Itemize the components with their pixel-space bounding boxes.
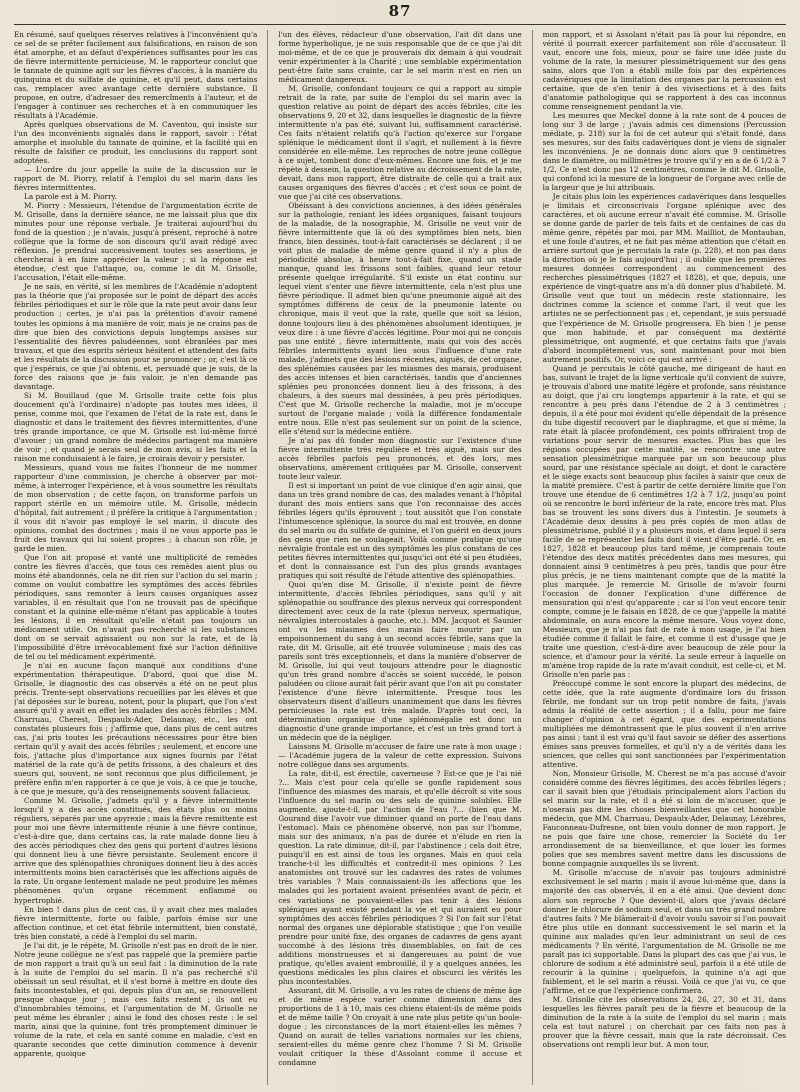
paragraph: Après quelques observations de M. Caventou, qui insiste sur l'un des inconvénients signalés dans le rapport, savoir : l'état amorphe et insoluble du tannate de quinine, et la facilité qui en résulte de falsifier ce produit, les conclusions du rapport sont adoptées. [14, 120, 258, 166]
paragraph: Si M. Bouillaud (que M. Grisolle traite cette fois plus doucement qu'à l'ordinaire) n'adopte pas toutes mes idées, il pense, comme moi, que l'examen de l'état de la rate est, dans le diagnostic et dans le traitement des fièvres intermittentes, d'une très grande importance, ce que M. Grisolle est lui-même forcé d'avouer ; un grand nombre de médecins partagent ma manière de voir ; et quand je serais seul de mon avis, si les faits et la raison me conduisaient à le faire, je croirais devoir y persister. [14, 390, 258, 463]
paragraph: En résumé, sauf quelques réserves relatives à l'inconvénient qu'a ce sel de se prêter facilement aux falsifications, en raison de son état amorphe, et au défaut d'expériences suffisantes pour les cas de fièvre intermittente pernicieuse, M. le rapporteur conclut que le tannate de quinine agit sur les fièvres d'accès, à la manière du quinquina et du sulfate de quinine, et qu'il peut, dans certains cas, remplacer avec avantage cette dernière substance. Il propose, en outre, d'adresser des remercîments à l'auteur, et de l'engager à continuer ses recherches et à en communiquer les résultats à l'Académie. [14, 30, 258, 121]
paragraph: Quand je percutais le côté gauche, me dirigeant de haut en bas, suivant le trajet de la ligne verticale qu'il convient de suivre, je trouvais d'abord une matité légère et profonde, sans résistance au doigt, que j'ai cru longtemps appartenir à la rate, et qui se rencontre à peu près dans l'étendue de 2 à 3 centimètres ; depuis, il a été pour moi évident qu'elle dépendait de la présence du tube digestif recouvert par le diaphragme, et que si même, la rate était là placée profondément, ces points offriraient trop de variations pour servir de mesures exactes. Plus bas que les régions occupées par cette matité, se rencontre une autre sensation plessimétrique marquée par un son beaucoup plus sourd, par une résistance spéciale au doigt, et dont le caractère et le siège exacts sont beaucoup plus faciles à saisir que ceux de la matité première. C'est à partir de cette dernière limite que l'on trouve une étendue de 6 centimètres 1/2 à 7 1/2, jusqu'au point où se rencontre le bord inférieur de la rate, encore très mat. Plus bas se trouvent les sons divers dus à l'intestin. Je soumets à l'Académie deux dessins à peu près copiés de mon atlas de plessimétrisme, publié il y a plusieurs mois, et dans lequel il sera facile de se représenter les faits dont il vient d'être parlé. Or, en 1827, 1828 et beaucoup plus tard même, je comprenais toute l'étendue des deux matités précédentes dans mes mesures, qui donnaient ainsi 9 centimètres à peu près, tandis que pour être plus précis, je ne tiens maintenant compte que de la matité la plus marquée. Je remercie M. Grisolle de m'avoir fourni l'occasion de donner l'explication d'une différence de mensuration qui n'est qu'apparente ; car si l'on veut encore tenir compte, comme je le faisais en 1828, de ce que j'appelle la matité abdominale, on aura encore la même mesure. Vous voyez donc, Messieurs, que je n'ai pas fait de rate à mon usage, je l'ai bien étudiée comme il fallait le faire, et comme il est d'usage que je traite une question, c'est-à-dire avec beaucoup de zèle pour la science, et d'amour pour la vérité. La seule erreur à laquelle on m'amène trop rapide de la rate m'avait conduit, est celle-ci, et M. Grisolle n'en parle pas : [542, 363, 786, 680]
paragraph: La rate, dit-il, est érectile, caverneuse ? Est-ce que je l'ai nié ?... Mais c'est pour cela qu'elle se gonfle rapidement sous l'influence des miasmes des marais, et qu'elle décroît si vite sous l'influence du sel marin ou des sels de quinine solubles. Elle augmente, ajoute-t-il, par l'action de l'eau ?... (bien que M. Gourand dise l'avoir vue diminuer quand on porte de l'eau dans l'estomac). Mais ce phénomène observé, non pas sur l'homme, mais sur des animaux, n'a pas de durée et n'élude en rien la question. La rate diminue, dit-il, par l'abstinence ; cela doit être, puisqu'il en est ainsi de tous les organes. Mais en quoi cela tranche-t-il les difficultés et contredit-il mes opinions ? Les anatomistes ont trouvé sur les cadavres des rates de volumes très variables ? Mais connaissaient-ils les affections que les malades qui les portaient avaient présentées avant de périr, et ces variations ne pouvaient-elles pas tenir à des lésions spléniques ayant existé pendant la vie et qui auraient eu pour symptômes des accès fébriles périodiques ? Si l'on fait sur l'état normal des organes une déplorable statistique ; que l'on veuille prendre pour unité fixe, des organes de cadavres de gens ayant succombé à des lésions très dissemblables, on fait de ces additions monstrueuses et si dangereuses au point de vue pratique, qu'elles avaient embrouillé, il y a quelques années, les questions médicales les plus claires et obscurci les vérités les plus incontestables. [278, 769, 522, 986]
paragraph: Je ne sais, en vérité, si les membres de l'Académie n'adoptent pas la théorie que j'ai proposée sur le point de départ des accès fébriles périodiques et sur le rôle que la rate peut avoir dans leur production ; certes, je n'ai pas la prétention d'avoir ramené toutes les opinions à ma manière de voir, mais je ne crains pas de dire que bien des convictions depuis longtemps assises sur l'essentialité des fièvres paludéennes, sont ébranlées par mes travaux, et que des esprits sérieux hésitent et attendent des faits et les résultats de la discussion pour se prononcer ; or, c'est là ce que j'espérais, ce que j'ai obtenu, et, persuadé que je suis, de la force des raisons que je fais valoir, je n'en demande pas davantage. [14, 282, 258, 391]
paragraph: Je l'ai dit, je le répète, M. Grisolle n'est pas en droit de le nier. Notre jeune collègue ne s'est pas rappelé que la première partie de mon rapport a trait qu'à un seul fait : la diminution de la rate à la suite de l'emploi du sel marin. Il n'a pas recherché s'il obéissait un seul résultat, et il s'est borné à mettre en doute des faits incontestables, et qui, depuis plus d'un an, se renouvellent presque chaque jour ; mais ces faits restent ; ils ont eu d'innombrables témoins, et l'argumentation de M. Grisolle ne peut même les ébranler ; ainsi le fond des choses reste : le sel marin, ainsi que la quinine, font très promptement diminuer le volume de la rate, et cela en santé comme en maladie, c'est en quarante secondes que cette diminution commence à devenir apparente, quoique [14, 940, 258, 1058]
paragraph: M. Piorry : Messieurs, l'étendue de l'argumentation écrite de M. Grisolle, dans la dernière séance, ne me laissait plus que dix minutes pour une réponse verbale. Je traiterai aujourd'hui du fond de la question ; je n'avais, jusqu'à présent, reproché à notre collègue que la forme de son discours qu'il avait rédigé avec réflexion. Je prendrai successivement toutes ses assertions, je chercherai à en faire apprécier la valeur ; si la réponse est étendue, c'est que l'attaque, ou, comme le dit M. Grisolle, l'accusation, l'était elle-même. [14, 201, 258, 283]
column-middle [278, 30, 521, 1085]
paragraph: Non, Monsieur Grisolle, M. Cherest ne m'a pas accusé d'avoir considéré comme des fièvres légitimes, des accès fébriles légers ; car il savait bien que j'étudiais principalement alors l'action du sel marin sur la rate, et il a été si loin de m'accuser, que je n'oserais pas dire les choses bienveillantes que cet honorable médecin, que MM. Charruau, Despaulx-Ader, Delaunay, Lézèbres, Fauconneau-Dufresne, ont bien voulu donner de mon rapport. Je ne puis que faire une chose, remercier la Société du 1er arrondissement de sa bienveillance, et que louer les formes polies que ses membres savent mettre dans les discussions de bonne compagnie auxquelles ils se livrent. [542, 769, 786, 869]
column-divider [267, 30, 268, 1085]
page-number: 87 [388, 2, 412, 20]
paragraph: Assurant, dit M. Grisolle, a vu les rates de chiens de même âge et de même espèce varier comme dimension dans des proportions de 1 à 10, mais ces chiens étaient-ils de même poids et de même taille ? On croyait à une rate plus petite qu'un boule-dogue ; les circonstances de la mort étaient-elles les mêmes ? Quand on aurait de telles variations normales sur les chiens, seraient-elles du même genre chez l'homme ? Si M. Grisolle voulait critiquer la thèse d'Assolant comme il accuse et condamne [278, 985, 522, 1067]
paragraph: l'un des élèves, rédacteur d'une observation, l'ait dit dans une forme hyperbolique, je ne suis responsable que de ce que j'ai dit moi-même, et de ce que je prouverais dix demain à qui voudrait venir expérimenter à la Charité ; une semblable expérimentation peut-être faite sans crainte, car le sel marin n'est en rien un médicament dangereux. [278, 30, 522, 85]
paragraph: Préoccupé comme le sont encore la plupart des médecins, de cette idée, que la rate augmente d'ordinaire lors du frisson fébrile, me fondant sur un trop petit nombre de faits, j'avais admis la réalité de cette assertion ; il a fallu, pour me faire changer d'opinion à cet égard, que des expérimentations multipliées me démontrassent que le plus souvent il n'en arrive pas ainsi ; tant il est vrai qu'il faut savoir se défier des assertions émises sans preuves formelles, et qu'il n'y a de vérités dans les sciences, que celles qui sont sanctionnées par l'expérimentation attentive. [542, 679, 786, 770]
header-rule [14, 24, 786, 25]
paragraph: En bien ! dans plus de cent cas, il y avait chez mes malades fièvre intermittente, forte ou faible, parfois émise sur une affection continue, et cet état fébrile intermittent, bien constaté, très bien constaté, a cédé à l'emploi du sel marin. [14, 904, 258, 941]
paragraph: M. Grisolle m'accuse de n'avoir pas toujours administré exclusivement le sel marin ; mais il avoue lui-même que, dans la majorité des cas observés, il en a été ainsi. Que devient donc alors son reproche ? Que devient-il, alors que j'avais déclaré donner le chlorure de sodium seul, et dans un très grand nombre d'autres faits ? Me blâmerait-il d'avoir voulu savoir si l'on pouvait être plus utile en donnant successivement le sel marin et la quinine aux malades qu'en leur administrant un seul de ces médicaments ? En vérité, l'argumentation de M. Grisolle ne me paraît pas ici supportable. Dans la plupart des cas que j'ai vus, le chlorure de sodium a été administré seul, parfois il a été utile de recourir à la quinine ; quelquefois, la quinine n'a agi que faiblement, et le sel marin a réussi. Voilà ce que j'ai vu, ce que j'affirme, et ce que l'expérience confirmera. [542, 868, 786, 995]
paragraph: Je n'ai en aucune façon manqué aux conditions d'une expérimentation thérapeutique. D'abord, quoi que dise M. Grisolle, le diagnostic des cas observés a été on ne peut plus précis. Trente-sept observations recueillies par les élèves et que j'ai déposées sur le bureau, notent, pour la plupart, que l'on s'est assuré qu'il y avait en effet les malades des accès fébriles ; MM. Charruau, Cherest, Despaulx-Ader, Delaunay, etc., les ont constatés plusieurs fois ; j'affirme que, dans plus de cent autres cas, j'ai pris toutes les précautions nécessaires pour être bien certain qu'il y avait des accès fébriles ; seulement, et encore une fois, j'attache plus d'importance aux signes fournis par l'état matériel de la rate qu'à de petits frissons, à des chaleurs et des sueurs qui, souvent, ne sont reconnus que plus difficilement, je préfère enfin m'en rapporter à ce que je vois, à ce que je touche, à ce que je mesure, qu'à des renseignements souvent fallacieux. [14, 661, 258, 797]
paragraph: Les mesures que Meckel donne à la rate sont de 4 pouces de long sur 3 de large ; j'avais admis ces dimensions (Percussion médiate, p. 218) sur la foi de cet auteur qui s'était fondé, dans ses mesures, sur des faits cadavériques dont je viens de signaler les inconvéniens. Je ne donnais donc alors que 9 centimètres dans le diamètre, ou millimètres je trouve qu'il y en a de 6 1/2 à 7 1/2. Ce n'est donc pas 12 centimètres, comme le dit M. Grisolle, qui confond ici la mesure de la longueur de l'organe avec celle de la largeur que je lui attribuais. [542, 111, 786, 193]
text-columns [14, 30, 786, 1085]
paragraph: M. Grisolle, confondant toujours ce qui a rapport au simple retrait de la rate, par suite de l'emploi du sel marin avec la question relative au point de départ des accès fébriles, cite les observations 9, 20 et 32, dans lesquelles le diagnostic de la fièvre intermittente n'a pas été, suivant lui, suffisamment caractérisé. Ces faits n'étaient relatifs qu'à l'action qu'exerce sur l'organe splénique le médicament dont il s'agit, et nullement à la fièvre considérée en elle-même. Les reproches de notre jeune collègue à ce sujet, tombent donc d'eux-mêmes. Encore une fois, et je me répète à dessein, la question relative au décroissement de la rate, devait, dans mon rapport, être distraite de celle qui a trait aux causes organiques des fièvres d'accès ; et c'est sous ce point de vue que j'ai cité ces observations. [278, 84, 522, 202]
paragraph: M. Grisolle cite les observations 24, 26, 27, 30 et 31, dans lesquelles les fièvres paraît peu de la fièvre et beaucoup de la diminution de la rate à la suite de l'emploi du sel marin ; mais cela est tout naturel ; on cherchait par ces faits non pas à prouver que la fièvre cessait, mais que la rate décroissait. Ces observations ont rempli leur but. A mon tour, [542, 994, 786, 1049]
paragraph: Obéissant à des convictions anciennes, à des idées générales sur la pathologie, reniant les idées organiques, faisant toujours de la maladie, de la nosographie, M. Grisolle ne veut voir de fièvre intermittente que là où des symptômes bien nets, bien francs, bien dessinés, tout-à-fait caractérisés se déclarent ; il ne voit plus de maladie de même genre quand il n'y a plus de périodicité absolue, à heure tout-à-fait fixe, quand un stade manque, quand les frissons sont faibles, quand leur retour présente quelque irrégularité. S'il existe un état continu sur lequel vient s'enter une fièvre intermittente, cela n'est plus une fièvre périodique. Il admet bien qu'une pneumonie aiguë ait des symptômes différens de ceux de la pneumonie latente ou chronique, mais il veut que la rate, quelle que soit sa lésion, donne toujours lieu à des phénomènes absolument identiques, je veux dire : à une fièvre d'accès légitime. Pour moi qui ne conçois pas une entité , fièvre intermittente, mais qui vois des accès fébriles intermittents ayant lieu sous l'influence d'une rate malade, j'admets que des lésions récentes, aiguës, de cet organe, des splénémies causées par les miasmes des marais, produisent des accès intenses et bien caractérisés, tandis que d'anciennes splénies peu prononcées donnent lieu à des frissons, à des chaleurs, à des sueurs mal dessinées, à peu près périodiques. C'est que M. Grisolle recherche la maladie, moi je m'occupe surtout de l'organe malade ; voilà la différence fondamentale entre nous. Elle n'est pas seulement sur un point de la science, elle s'étend sur la médecine entière. [278, 201, 522, 436]
paragraph: Je n'ai pas dû fonder mon diagnostic sur l'existence d'une fièvre intermittente très régulière et très aiguë, mais sur des accès fébriles parfois peu prononcés, et dès lors, mes observations, amèrement critiquées par M. Grisolle, conservent toute leur valeur. [278, 435, 522, 481]
paragraph: Messieurs, quand vous me faites l'honneur de me nommer rapporteur d'une commission, je cherche à observer par moi-même, à interroger l'expérience, et à vous soumettre les résultats de mon observation ; de cette façon, on transforme parfois un rapport stérile en un mémoire utile. M. Grisolle, médecin d'hôpital, fait autrement ; il préfère la critique à l'argumentation ; il vous dit n'avoir pas employé le sel marin, il discute des opinions, combat des doctrines ; mais il ne vous apporte pas le fruit des travaux qui lui soient propres ; à chacun son rôle, je garde le mien. [14, 462, 258, 553]
paragraph: Que l'on ait proposé et vanté une multiplicité de remèdes contre les fièvres d'accès, que tous ces remèdes aient plus ou moins été abandonnés, cela ne dit rien sur l'action du sel marin ; comme on voulut combattre les symptômes des accès fébriles périodiques, sans remonter à leurs causes organiques assez variables, il en résultait que l'on ne trouvait pas de spécifique constant et la quinine elle-même n'étant pas applicable à toutes les lésions, il en résultait qu'elle n'était pas toujours un médicament utile. On n'avait pas recherché si les substances dont on se servait agissaient ou non sur la rate, et de là l'impossibilité d'être irrévocablement fixé sur l'action définitive de tel ou tel médicament expérimenté. [14, 552, 258, 662]
paragraph: Je citais plus loin les expériences cadavériques dans lesquelles je limitais et circonscrivais l'organe splénique avec des caractères, et où aucune erreur n'avait été commise. M. Grisolle se donne garde de parler de tels faits et de centaines de cas du même genre, répétés par moi, par MM. Mailliot, de Montauban, et une foule d'autres, et ne fait pas même attention que c'était en arrière surtout que je percutais la rate (p. 228), et non pas dans la direction où je le fais aujourd'hui ; il oublie que les premières mesures données correspondent au commencement des recherches plessimétriques (1827 et 1828), et que, depuis, une expérience de vingt-quatre ans m'a dû donner plus d'habileté. M. Grisolle veut que tout un médecin reste stationnaire, les doctrines comme la science et comme l'art, il veut que les artistes ne se perfectionnent pas ; et, cependant, je suis persuadé que l'expérience de M. Grisolle progressera. Eh bien ! je pense que mon habitude, et par conséquent ma dextérité plessimétrique, ont augmenté, et que certains faits que j'avais d'abord incomplètement vus, sont maintenant pour moi bien autrement positifs. Or, voici ce qui est arrivé : [542, 192, 786, 364]
column-left [14, 30, 257, 1085]
paragraph: Quoi qu'en dise M. Grisolle, il n'existe point de fièvre intermittente, d'accès fébriles périodiques, sans qu'il y ait splénopathie ou souffrance des plexus nerveux qui correspondent directement avec ceux de la rate (plexus nerveux, spermatique, névralgies intercostales à gauche, etc.). MM. Jacquot et Saunier ont vu les miasmes des marais faire mourir par un empoisonnement du sang à un second accès fébrile, sans que la rate, dit M. Grisolle, ait été trouvée volumineuse ; mais des cas pareils sont très exceptionnels, et dans la manière d'observer de M. Grisolle, lui qui veut toujours attendre pour le diagnostic qu'un très grand nombre d'accès se soient succédé, le poison paludéen ou cliose aurait fait périr avant que l'on ait pu constater l'existence d'une fièvre intermittente. Presque tous les observateurs disent d'ailleurs unanimement que dans les fièvres pernicieuses la rate est très malade. D'après tout ceci, la détermination organique d'une splénomégalie est donc un diagnostic d'une grande importance, et c'est un très grand tort à un médecin que de la négliger. [278, 579, 522, 743]
paragraph: — L'ordre du jour appelle la suite de la discussion sur le rapport de M. Piorry, relatif à l'emploi du sel marin dans les fièvres intermittentes. [14, 165, 258, 193]
paragraph: Laissons M. Grisolle m'accuser de faire une rate à mon usage ; — l'Académie jugera de la valeur de cette expression. Suivons notre collègue dans ses arguments. [278, 742, 522, 770]
column-divider [532, 30, 533, 1085]
paragraph: La parole est à M. Piorry. [24, 192, 117, 202]
column-right [543, 30, 786, 1085]
paragraph: Comme M. Grisolle, j'admets qu'il y a fièvre intermittente lorsqu'il y a des accès constitués, des états plus ou moins réguliers, séparés par une apyrexie ; mais la fièvre remittente est pour moi une fièvre intermittente réunie à une fièvre continue, c'est-à-dire que, dans certains cas, la rate malade donne lieu à des accès périodiques chez des gens qui portent d'autres lésions qui donnent lieu à une fièvre persistante. Seulement encore il arrive que des splénopathies chroniques donnent lieu à des accès intermittents moins bien caractérisés que les affections aiguës de la rate. Un organe lentement malade ne peut produire les mêmes phénomènes qu'un organe récemment enflammé ou hypertrophié. [14, 796, 258, 905]
paragraph: mon rapport, et si Assolant n'était pas là pour lui répondre, en vérité il pourrait exercer parfaitement son rôle d'accusateur. Il vaut, encore une fois, mieux, pour se faire une idée juste du volume de la rate, la mesurer plessimétriquement sur des gens sains, alors que l'on a établi mille fois par des expériences cadavériques que la limitation des organes par la percussion est certaine, que de s'en tenir à des vivisections et à des faits d'anatomie pathologique qui se rapportent à des cas inconnus comme renseignement pendant la vie. [542, 30, 786, 112]
paragraph: Il est si important un point de vue clinique d'en agir ainsi, que dans un très grand nombre de cas, des malades venant à l'hôpital durant des mois entiers sans que l'on reconnaisse des accès fébriles légers qu'ils éprouvent ; tout aussitôt que l'on constate l'intumescence splénique, la source du mal est trouvée, en donne du sel marin ou du sulfate de quinine, et l'on guérit en deux jours des gens que rien ne soulageait. Voilà comme pratique qu'une névralgie frontale est un des symptômes les plus constans de ces petites fièvres intermittentes qui jusqu'ici ont été si peu étudiées, et dont la connaissance est l'un des plus grands avantages pratiques qui soit résulté de l'étude attentive des splénopathies. [278, 480, 522, 580]
